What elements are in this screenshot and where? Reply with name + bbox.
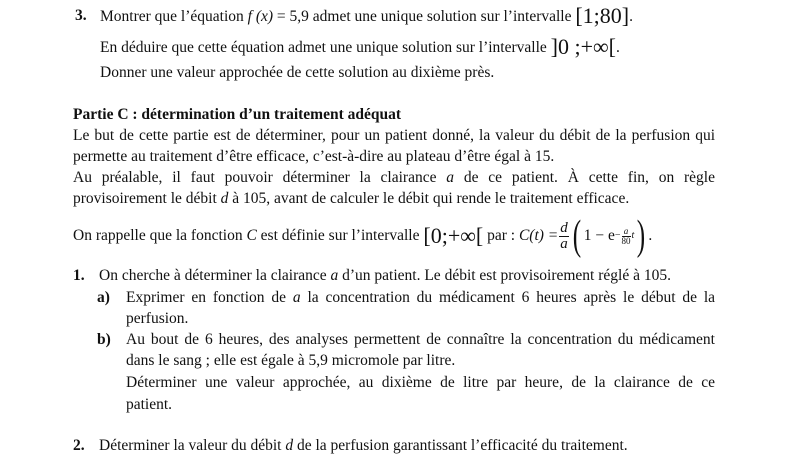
item-3-line-2-end: .	[616, 39, 620, 56]
question-1a-line-1	[126, 288, 715, 308]
function-definition-line	[73, 213, 652, 259]
exponent-t: t	[631, 230, 635, 241]
item-3-line-1-text: Montrer que l’équation	[100, 8, 244, 25]
question-1-variable-a: a	[330, 267, 339, 284]
partie-c-para-2-line-2	[73, 189, 629, 209]
interval-0-plus-infinity: [0;+∞[	[423, 223, 484, 248]
formula-lhs: C(t) =	[518, 227, 559, 245]
variable-C: C	[246, 227, 257, 245]
question-2-start: Déterminer la valeur du débit	[99, 437, 282, 454]
recall-par: par :	[487, 227, 516, 245]
question-1-number: 1.	[73, 267, 85, 284]
recall-mid: est définie sur l’intervalle	[260, 227, 420, 245]
question-1-end: d’un patient. Le débit est provisoirement réglé à 105.	[342, 267, 671, 284]
item-3-line-1	[100, 3, 633, 28]
item-3-line-2-text: En déduire que cette équation admet une unique solution sur l’intervalle	[100, 39, 547, 56]
question-1a-end: la concentration du médicament 6 heures après le début de la	[307, 289, 716, 306]
item-3-line-1-end: .	[629, 8, 633, 25]
question-1a-variable-a: a	[292, 289, 301, 306]
interval-0-infinity: ]0 ;+∞[	[550, 34, 617, 59]
function-f-of-x: f (x)	[247, 8, 274, 25]
question-1a-label: a)	[97, 289, 110, 306]
partie-c-para-1-line-1: Le but de cette partie est de déterminer, pour un patient donné, la valeur du débit de la perfusion qui	[73, 127, 715, 144]
question-1b-line-1: Au bout de 6 heures, des analyses permettent de connaître la concentration du médicament	[126, 331, 715, 348]
question-2-number: 2.	[73, 437, 85, 454]
partie-c-title: Partie C : détermination d’un traitement adéquat	[73, 106, 402, 123]
item-3-line-1-mid: admet une unique solution sur l’intervalle	[312, 8, 572, 25]
variable-a: a	[446, 169, 455, 186]
exponent-minus: −	[614, 230, 621, 241]
question-1a-start: Exprimer en fonction de	[126, 289, 286, 306]
item-3-line-2	[100, 34, 620, 59]
para-2-line-1-end: de ce patient. À cette fin, on règle	[463, 169, 715, 186]
question-1a-line-2: perfusion.	[126, 310, 189, 327]
equation-value: = 5,9	[276, 8, 309, 25]
exponent-fraction	[622, 227, 631, 246]
formula-end: .	[648, 227, 653, 245]
exponent-denominator: 80	[621, 235, 631, 246]
question-2-text	[99, 436, 628, 456]
left-parenthesis: (	[572, 213, 581, 259]
para-2-line-1-start: Au préalable, il faut pouvoir déterminer la clairance	[73, 169, 437, 186]
item-3-line-3: Donner une valeur approchée de cette solution au dixième près.	[100, 64, 495, 81]
right-parenthesis: )	[637, 213, 646, 259]
exponent	[615, 227, 634, 246]
question-2-end: de la perfusion garantissant l’efficacité du traitement.	[296, 437, 628, 454]
interval-1-80: [1;80]	[575, 3, 630, 28]
one-minus-exp: 1 − e	[583, 227, 615, 245]
formula-fraction-d-over-a	[559, 221, 569, 252]
question-1b-label: b)	[97, 331, 111, 348]
question-1-text	[99, 266, 671, 286]
question-1-start: On cherche à déterminer la clairance	[99, 267, 327, 284]
fraction-denominator: a	[560, 235, 568, 252]
question-1b-line-3: Déterminer une valeur approchée, au dixième de litre par heure, de la clairance de ce	[126, 374, 715, 391]
variable-d: d	[220, 190, 229, 207]
para-2-line-2-start: provisoirement le débit	[73, 190, 217, 207]
question-1b-line-4: patient.	[126, 396, 173, 413]
item-3-number: 3.	[75, 7, 87, 24]
para-2-line-2-end: à 105, avant de calculer le débit qui rende le traitement efficace.	[232, 190, 630, 207]
question-2-variable-d: d	[285, 437, 294, 454]
exponent-numerator: a	[623, 225, 629, 236]
recall-start: On rappelle que la fonction	[73, 227, 243, 245]
fraction-numerator: d	[560, 219, 568, 236]
partie-c-para-1-line-2: permette au traitement d’être efficace, c’est-à-dire au plateau d’être égal à 15.	[73, 148, 555, 165]
question-1b-line-2: dans le sang ; elle est égale à 5,9 micromole par litre.	[126, 352, 456, 369]
partie-c-para-2-line-1	[73, 168, 715, 188]
